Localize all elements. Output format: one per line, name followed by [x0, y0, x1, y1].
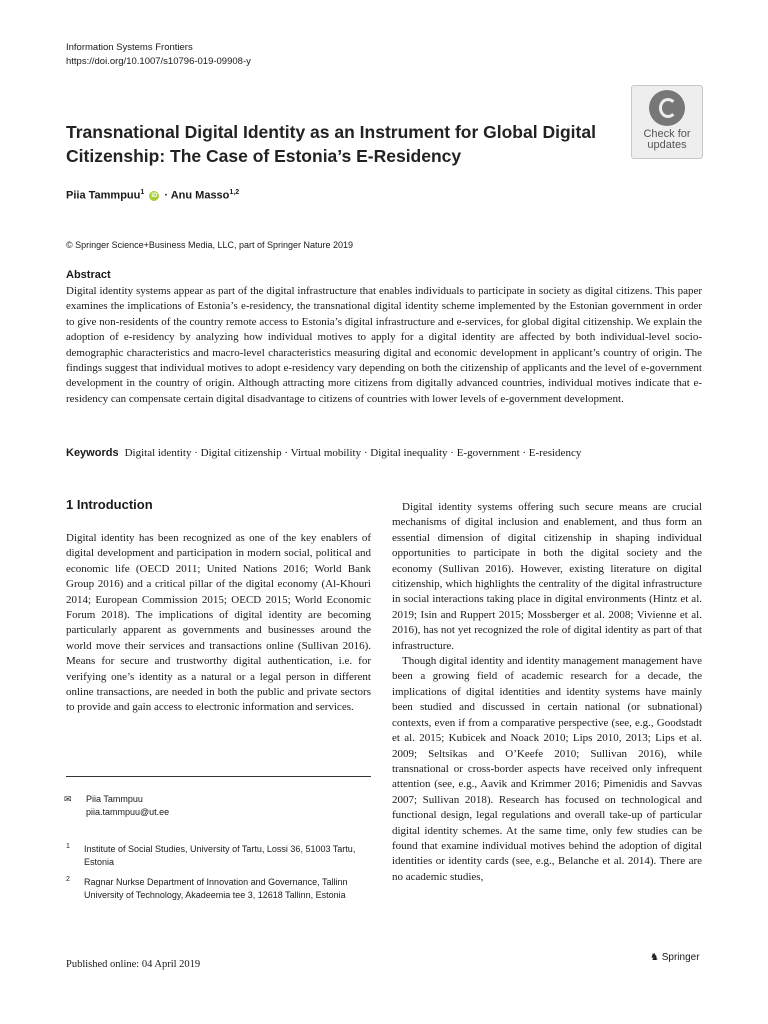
journal-header [66, 41, 251, 69]
keywords-list: Digital identity · Digital citizenship · Virtual mobility · Digital inequality · E-government · E-residency [124, 447, 582, 459]
author-affiliation-marker: 1,2 [229, 189, 240, 196]
published-date: Published online: 04 April 2019 [66, 959, 201, 970]
abstract-heading: Abstract [66, 269, 111, 281]
section-heading-introduction: 1 Introduction [66, 497, 153, 512]
author-separator: · [161, 189, 171, 202]
crossmark-icon [649, 90, 685, 126]
badge-line2: updates [647, 139, 687, 151]
journal-name: Information Systems Frontiers [66, 42, 193, 53]
introduction-paragraph: Digital identity systems offering such secure means are crucial mechanisms of digital inclusion and enablement, and thus form an essential dimension of digital citizenship in shaping individual opportunities to participate in both the digital society and the economy (Sullivan 2016). However, existing literature on digital citizenship, which highlights the centrality of the digital infrastructure in social interactions taking place in digital environments (Hintz et al. 2019; Isin and Ruppert 2015; Mossberger et al. 2008; Vivienne et al. 2016), has not yet recognized the role of digital identity as part of that infrastructure. [392, 501, 702, 652]
orcid-icon[interactable]: iD [151, 192, 158, 199]
springer-horse-icon: ♞ [650, 952, 659, 963]
correspondence [66, 793, 169, 819]
copyright-notice: © Springer Science+Business Media, LLC, part of Springer Nature 2019 [66, 240, 354, 250]
author-list [66, 189, 239, 202]
publisher-name: Springer [661, 952, 700, 963]
badge-line1: Check for [643, 128, 691, 140]
affiliation-text: Ragnar Nurkse Department of Innovation and Governance, Tallinn University of Technology, Akadeemia tee 3, 12618 Tallinn, Estonia [84, 877, 348, 900]
author-name[interactable]: Piia Tammpuu [66, 189, 141, 202]
envelope-icon: ✉ [64, 794, 72, 804]
affiliation-number: 1 [66, 843, 70, 850]
introduction-paragraph: Digital identity has been recognized as one of the key enablers of digital development and participation in modern social, political and economic life (OECD 2011; United Nations 2016; World Bank Group 2016) and a critical pillar of the digital economy (Al-Khouri 2014; European Commission 2015; OECD 2015; World Economic Forum 2018). The implications of digital identity are becoming particularly apparent as governments and businesses around the world move their services and transactions online (Sullivan 2016). Means for secure and trustworthy digital authentication, i.e. for verifying one’s identity as a natural or a legal person in different online transactions, are needed in both the public and private sectors to provide and gain access to electronic information and services. [66, 532, 371, 714]
paper-title: Transnational Digital Identity as an Instrument for Global Digital Citizenship: The Case of Estonia’s E-Residency [66, 122, 596, 166]
affiliation-item [66, 876, 371, 902]
introduction-paragraph: Though digital identity and identity management management have been a growing field of academic research for a decade, the implications of digital identities and identity systems have mainly been studied and discussed in certain national (or subnational) contexts, even if from a comparative perspective (see, e.g., Goodstadt et al. 2015; Kubicek and Noack 2010; Lips 2010, 2013; Lips et al. 2009; Seltsikas and O’Keefe 2010; Sullivan 2016), while transnational or cross-border aspects have received only infrequent attention (see, e.g., Aavik and Krimmer 2016; Pimenidis and Savvas 2007; Sullivan 2018). Research has focused on technological and functional design, legal regulations and overall take-up of particular digital identity schemes. At the same time, only few studies can be found that examine individual motives behind the adoption of digital identities or identity cards (see, e.g., Belanche et al. 2014). There are no academic studies, [392, 655, 702, 883]
introduction-column-right [392, 500, 702, 885]
publisher-logo [650, 952, 700, 963]
affiliation-text: Institute of Social Studies, University of Tartu, Lossi 36, 51003 Tartu, Estonia [84, 844, 356, 867]
author-name[interactable]: Anu Masso [170, 189, 230, 202]
abstract-text: Digital identity systems appear as part of the digital infrastructure that enables individuals to participate in society as digital citizens. This paper examines the implications of Estonia’s e-residency, the transnational digital identity scheme implemented by the Estonian government in order to give non-residents of the country remote access to Estonia’s digital infrastructure and e-services, for global digital citizenship. We explain the adoption of e-residency by analyzing how individual motives to apply for a digital identity are affected by both individual-level socio-demographic characteristics and macro-level characteristics measuring digital and economic development in applicant’s country of origin. The findings suggest that individual motives to adopt e-residency vary depending on both the citizenship of applicants and the level of e-government development in the country of origin. Although attracting more citizens from digitally advanced countries, individual motives indicate that e-residency can compensate certain digital disadvantage to citizens of countries with lower levels of e-government development. [66, 285, 702, 405]
doi-link[interactable]: https://doi.org/10.1007/s10796-019-09908-y [66, 56, 251, 67]
correspondence-name: Piia Tammpuu [86, 794, 143, 804]
footnote-divider [66, 776, 371, 777]
keywords [66, 447, 706, 459]
affiliation-item [66, 843, 371, 869]
check-for-updates-badge[interactable] [631, 85, 703, 159]
correspondence-email[interactable]: piia.tammpuu@ut.ee [86, 807, 170, 817]
affiliation-number: 2 [66, 876, 70, 883]
author-affiliation-marker: 1 [140, 189, 145, 196]
keywords-heading: Keywords [66, 447, 119, 459]
